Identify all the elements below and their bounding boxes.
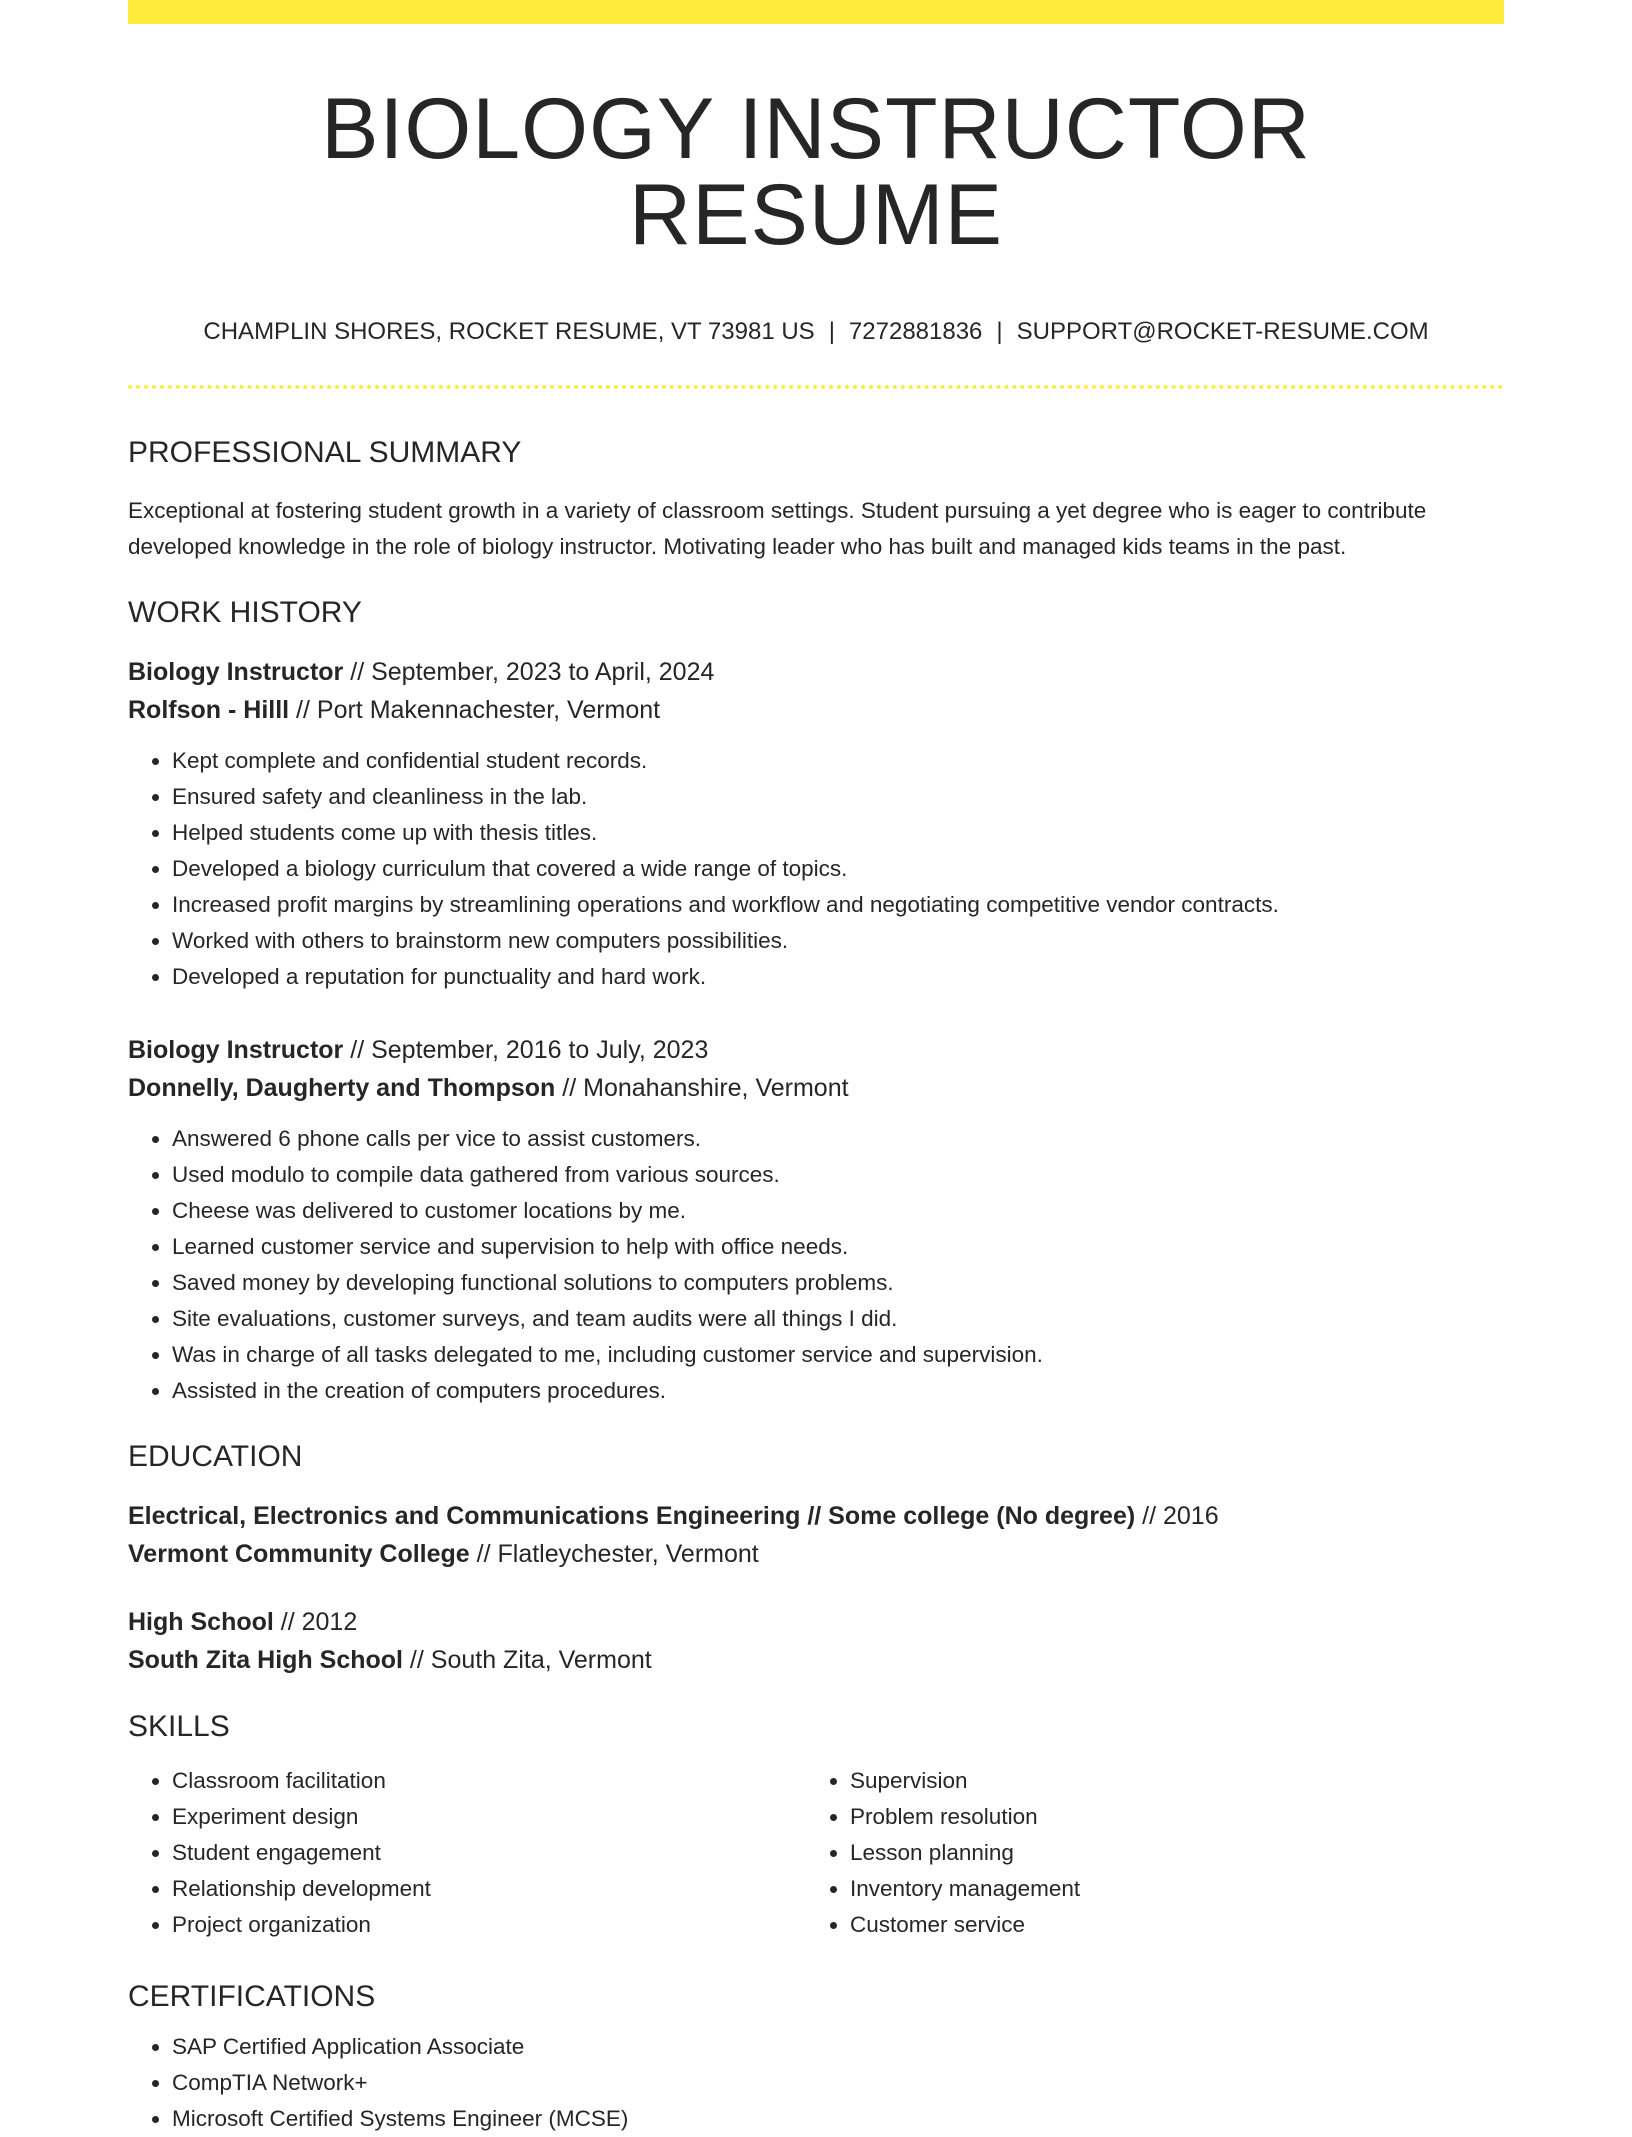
job-company-line <box>128 691 1504 729</box>
list-item: • CompTIA Network+ <box>172 2065 1504 2101</box>
education-year: // 2016 <box>1135 1501 1219 1530</box>
list-item: • SAP Certified Application Associate <box>172 2029 1504 2065</box>
list-item: • Used modulo to compile data gathered from various sources. <box>172 1157 1504 1193</box>
contact-email: SUPPORT@ROCKET-RESUME.COM <box>1016 318 1429 345</box>
top-accent-bar <box>128 0 1504 24</box>
contact-separator: | <box>996 318 1003 345</box>
job-role: Biology Instructor <box>128 1035 344 1064</box>
job-role-line <box>128 1031 1504 1069</box>
list-item: • Worked with others to brainstorm new computers possibilities. <box>172 923 1504 959</box>
job-location: // Monahanshire, Vermont <box>555 1073 849 1102</box>
contact-phone: 7272881836 <box>848 318 983 345</box>
list-item: • Student engagement <box>172 1835 806 1871</box>
education-school-line <box>128 1535 1504 1573</box>
education-school: South Zita High School <box>128 1645 403 1674</box>
list-item: • Inventory management <box>850 1871 1484 1907</box>
job-dates: // September, 2023 to April, 2024 <box>343 657 715 686</box>
education-degree-line <box>128 1497 1504 1535</box>
skills-heading: SKILLS <box>128 1709 230 1743</box>
education-heading: EDUCATION <box>128 1439 303 1473</box>
job-company-line <box>128 1069 1504 1107</box>
list-item: • Relationship development <box>172 1871 806 1907</box>
list-item: • Microsoft Certified Systems Engineer (MCSE) <box>172 2101 1504 2137</box>
job-dates: // September, 2016 to July, 2023 <box>343 1035 709 1064</box>
resume-page <box>128 0 1504 2137</box>
skills-columns <box>128 1763 1504 1943</box>
job-duties-list <box>128 1121 1504 1409</box>
education-location: // South Zita, Vermont <box>402 1645 652 1674</box>
dotted-divider <box>128 385 1504 389</box>
contact-line <box>128 318 1504 347</box>
skills-list-right <box>806 1763 1484 1943</box>
list-item: • Was in charge of all tasks delegated to me, including customer service and supervision. <box>172 1337 1504 1373</box>
certifications-list <box>128 2029 1504 2137</box>
list-item: • Experiment design <box>172 1799 806 1835</box>
education-location: // Flatleychester, Vermont <box>469 1539 759 1568</box>
list-item: • Learned customer service and supervision to help with office needs. <box>172 1229 1504 1265</box>
job-role: Biology Instructor <box>128 657 344 686</box>
job-role-line <box>128 653 1504 691</box>
skills-list-left <box>128 1763 806 1943</box>
education-degree-line <box>128 1603 1504 1641</box>
summary-heading: PROFESSIONAL SUMMARY <box>128 435 522 469</box>
summary-text: Exceptional at fostering student growth in a variety of classroom settings. Student pursuing a yet degree who is eager to contribute developed knowledge in the role of biology instructor. Motivating leader who has built and managed kids teams in the past. <box>128 497 1427 559</box>
job-location: // Port Makennachester, Vermont <box>289 695 661 724</box>
list-item: • Classroom facilitation <box>172 1763 806 1799</box>
list-item: • Lesson planning <box>850 1835 1484 1871</box>
job-entry <box>128 1031 1504 1409</box>
list-item: • Developed a biology curriculum that covered a wide range of topics. <box>172 851 1504 887</box>
list-item: • Assisted in the creation of computers procedures. <box>172 1373 1504 1409</box>
job-company: Donnelly, Daugherty and Thompson <box>128 1073 556 1102</box>
list-item: • Cheese was delivered to customer locations by me. <box>172 1193 1504 1229</box>
list-item: • Increased profit margins by streamlining operations and workflow and negotiating competitive vendor contracts. <box>172 887 1504 923</box>
certifications-heading: CERTIFICATIONS <box>128 1979 376 2013</box>
list-item: • Ensured safety and cleanliness in the lab. <box>172 779 1504 815</box>
job-duties-list <box>128 743 1504 995</box>
job-company: Rolfson - Hilll <box>128 695 290 724</box>
list-item: • Site evaluations, customer surveys, and team audits were all things I did. <box>172 1301 1504 1337</box>
list-item: • Customer service <box>850 1907 1484 1943</box>
list-item: • Helped students come up with thesis titles. <box>172 815 1504 851</box>
list-item: • Kept complete and confidential student records. <box>172 743 1504 779</box>
contact-address: CHAMPLIN SHORES, ROCKET RESUME, VT 73981 US <box>203 318 815 345</box>
education-entry <box>128 1603 1504 1679</box>
job-entry <box>128 653 1504 995</box>
education-entry <box>128 1497 1504 1573</box>
resume-title: BIOLOGY INSTRUCTOR RESUME <box>321 81 1311 263</box>
education-school: Vermont Community College <box>128 1539 470 1568</box>
work-history-heading: WORK HISTORY <box>128 595 362 629</box>
education-degree: Electrical, Electronics and Communications Engineering // Some college (No degree) <box>128 1501 1136 1530</box>
education-year: // 2012 <box>273 1607 358 1636</box>
list-item: • Saved money by developing functional solutions to computers problems. <box>172 1265 1504 1301</box>
education-degree: High School <box>128 1607 274 1636</box>
list-item: • Answered 6 phone calls per vice to assist customers. <box>172 1121 1504 1157</box>
list-item: • Problem resolution <box>850 1799 1484 1835</box>
list-item: • Supervision <box>850 1763 1484 1799</box>
list-item: • Project organization <box>172 1907 806 1943</box>
education-school-line <box>128 1641 1504 1679</box>
list-item: • Developed a reputation for punctuality and hard work. <box>172 959 1504 995</box>
contact-separator: | <box>828 318 835 345</box>
